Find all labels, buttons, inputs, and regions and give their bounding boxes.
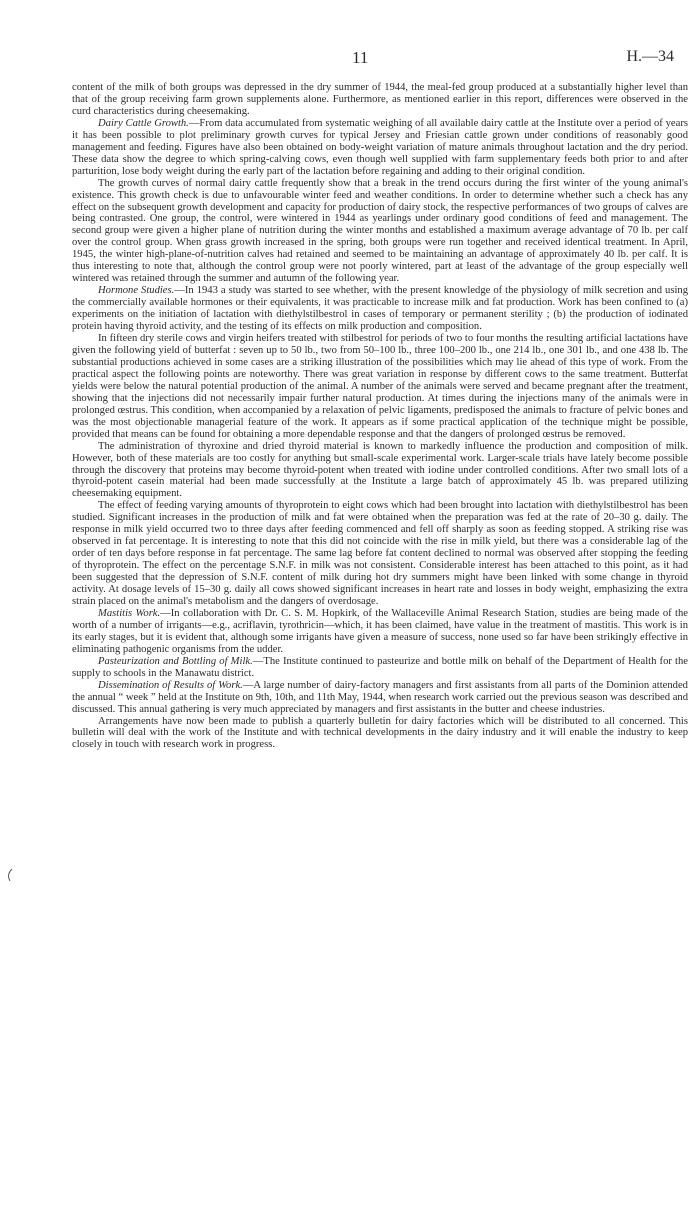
paragraph-heading: Hormone Studies.	[98, 285, 175, 297]
paragraph-heading: Dairy Cattle Growth.	[98, 117, 189, 129]
paragraph-text: In fifteen dry sterile cows and virgin heifers treated with stilbestrol for periods of two to four months the resulting artificial lactations have given the following yield of butterfat : seven up to 50 lb., two from 50–100 lb., three 100–200 lb., one 214 lb., one 301 lb., and one 438 lb. The substantial productions achieved in some cases are a striking illustration of the possibilities which may lie ahead of this type of work. From the practical aspect the following points are noteworthy. There was great variation in response by different cows to the same treatment. Butterfat yields were below the natural potential production of the animal. A number of the animals were served and became pregnant after the treatment, showing that the injections did not necessarily impair further natural production. At times during the injections many of the animals were in prolonged œstrus. This condition, when accompanied by a relaxation of pelvic ligaments, predisposed the animals to fracture of pelvic bones and was the most objectionable managerial feature of the work. It appears as if some practical application of the technique might be possible, provided that means can be found for obtaining a more dependable response and that the dangers of prolonged œstrus be removed.	[72, 333, 688, 440]
paragraph	[72, 441, 688, 501]
page-header	[72, 48, 674, 70]
document-reference: H.—34	[626, 48, 674, 65]
paragraph	[72, 500, 688, 608]
paragraph-heading: Pasteurization and Bottling of Milk.	[98, 655, 253, 667]
paragraph-text: —From data accumulated from systematic weighing of all available dairy cattle at the Institute over a period of years it has been possible to plot preliminary growth curves for typical Jersey and Friesian cattle grown under conditions of reasonably good management and feeding. Figures have also been obtained on body-weight variation of mature animals throughout lactation and the dry period. These data show the degree to which spring-calving cows, even though well supplied with farm supplementary feeds both prior to and after parturition, lose body weight during the early part of the lactation before regaining and adding to their original condition.	[72, 117, 688, 177]
body-text	[72, 82, 688, 751]
paragraph	[72, 716, 688, 752]
paragraph-text: The administration of thyroxine and dried thyroid material is known to markedly influence the production and composition of milk. However, both of these materials are too costly for anything but small-scale experimental work. Larger-scale trials have lately become possible through the discovery that proteins may become thyroid-potent when treated with iodine under controlled conditions. After two small lots of a thyroid-potent casein material had been made successfully at the Institute a large batch of approximately 45 lb. was prepared utilizing cheesemaking equipment.	[72, 440, 688, 500]
paragraph-text: —A large number of dairy-factory managers and first assistants from all parts of the Dominion attended the annual “ week ” held at the Institute on 9th, 10th, and 11th May, 1944, when research work carried out the previous season was described and discussed. This annual gathering is very much appreciated by managers and first assistants in the butter and cheese industries.	[72, 679, 688, 715]
paragraph-text: —In collaboration with Dr. C. S. M. Hopkirk, of the Wallaceville Animal Research Station, studies are being made of the worth of a number of irrigants—e.g., acriflavin, tyrothricin—which, it has been claimed, have value in the treatment of mastitis. This work is in its early stages, but it is evident that, although some irrigants have given a measure of success, none used so far have been strikingly effective in eliminating pathogenic organisms from the udder.	[72, 607, 688, 655]
paragraph	[72, 333, 688, 441]
margin-pencil-mark	[6, 868, 14, 882]
paragraph	[72, 178, 688, 286]
paragraph-text: —The Institute continued to pasteurize and bottle milk on behalf of the Department of Health for the supply to schools in the Manawatu district.	[72, 655, 688, 679]
paragraph	[72, 656, 688, 680]
paragraph-text: content of the milk of both groups was depressed in the dry summer of 1944, the meal-fed group produced at a substantially higher level than that of the group receiving farm grown supplements alone. Furthermore, as mentioned earlier in this report, differences were observed in the curd characteristics during cheesemaking.	[72, 82, 688, 117]
paragraph	[72, 118, 688, 178]
paragraph-text: Arrangements have now been made to publish a quarterly bulletin for dairy factories which will be distributed to all concerned. This bulletin will deal with the work of the Institute and with technical developments in the dairy industry and it will enable the industry to keep closely in touch with research work in progress.	[72, 715, 688, 751]
paragraph	[72, 82, 688, 118]
paragraph-text: The growth curves of normal dairy cattle frequently show that a break in the trend occurs during the first winter of the young animal's existence. This growth check is due to unfavourable winter feed and weather conditions. In order to determine whether such a check has any effect on the subsequent growth development and capacity for production of dairy stock, the respective performances of two groups of calves are being contrasted. One group, the control, were wintered in 1944 as yearlings under ordinary good conditions of feed and management. The second group were given a higher plane of nutrition during the winter months and established a maximum average advantage of 70 lb. per calf over the control group. When grass growth increased in the spring, both groups were run together and received identical treatment. In April, 1945, the winter high-plane-of-nutrition calves had retained and seemed to be maintaining an advantage of approximately 40 lb. per calf. It is thus interesting to note that, although the control group were not poorly wintered, part at least of the advantage of the group especially well wintered was retained through the summer and autumn of the following year.	[72, 177, 688, 285]
paragraph	[72, 608, 688, 656]
paragraph-heading: Dissemination of Results of Work.	[98, 679, 243, 691]
page-number: 11	[352, 48, 369, 67]
paragraph	[72, 680, 688, 716]
paragraph-heading: Mastitis Work.	[98, 607, 161, 619]
paragraph-text: —In 1943 a study was started to see whether, with the present knowledge of the physiology of milk secretion and using the commercially available hormones or their equivalents, it was practicable to increase milk and fat production. Work has been confined to (a) experiments on the initiation of lactation with diethylstilbestrol in cases of temporary or permanent sterility ; (b) the production of iodinated protein having thyroid activity, and the testing of its effects on milk production and composition.	[72, 285, 688, 333]
paragraph-text: The effect of feeding varying amounts of thyroprotein to eight cows which had been brought into lactation with diethylstilbestrol has been studied. Significant increases in the production of milk and fat were obtained when the preparation was fed at the rate of 20–30 g. daily. The response in milk yield occurred two to three days after feeding commenced and fell off sharply as soon as feeding stopped. A striking rise was observed in fat percentage. It is interesting to note that this did not coincide with the rise in milk yield, but there was a considerable lag of the order of ten days before response in fat percentage. The same lag before fat content declined to normal was observed after stopping the feeding of thyroprotein. The effect on the percentage S.N.F. in milk was not consistent. Considerable interest has been attached to this point, as it had been suggested that the depression of S.N.F. content of milk during hot dry summers might have been linked with some change in thyroid activity. At dosage levels of 15–30 g. daily all cows showed significant increases in heart rate and losses in body weight, emphasizing the extra strain placed on the animal's metabolism and the dangers of overdosage.	[72, 500, 688, 607]
paragraph	[72, 285, 688, 333]
